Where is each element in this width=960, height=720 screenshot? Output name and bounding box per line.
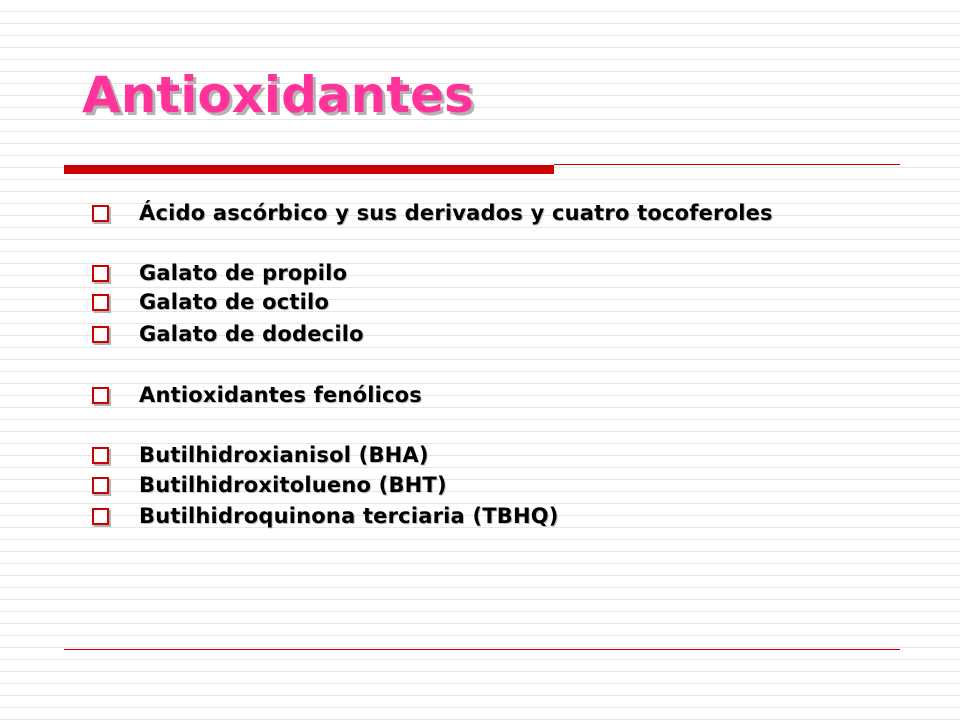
hollow-square-icon xyxy=(92,387,109,404)
bullet-item xyxy=(92,319,364,349)
bullet-text: Galato de dodecilo xyxy=(139,322,364,346)
hollow-square-icon xyxy=(92,477,109,494)
hollow-square-icon xyxy=(92,205,109,222)
bullet-item xyxy=(92,198,773,228)
bullet-text: Butilhidroquinona terciaria (TBHQ) xyxy=(139,504,559,528)
slide-title: Antioxidantes xyxy=(82,66,474,124)
hollow-square-icon xyxy=(92,508,109,525)
bullet-text: Galato de propilo xyxy=(139,261,348,285)
bullet-item xyxy=(92,501,559,531)
hollow-square-icon xyxy=(92,265,109,282)
bullet-text: Antioxidantes fenólicos xyxy=(139,383,422,407)
bullet-text: Galato de octilo xyxy=(139,290,330,314)
hollow-square-icon xyxy=(92,447,109,464)
bullet-item xyxy=(92,440,429,470)
bullet-item xyxy=(92,258,347,288)
hollow-square-icon xyxy=(92,294,109,311)
bullet-item xyxy=(92,470,447,500)
footer-rule xyxy=(64,649,900,650)
bullet-item xyxy=(92,287,329,317)
hollow-square-icon xyxy=(92,326,109,343)
bullet-text: Butilhidroxitolueno (BHT) xyxy=(139,473,447,497)
bullet-text: Ácido ascórbico y sus derivados y cuatro tocoferoles xyxy=(139,201,773,225)
bullet-text: Butilhidroxianisol (BHA) xyxy=(139,443,429,467)
bullet-item xyxy=(92,380,422,410)
